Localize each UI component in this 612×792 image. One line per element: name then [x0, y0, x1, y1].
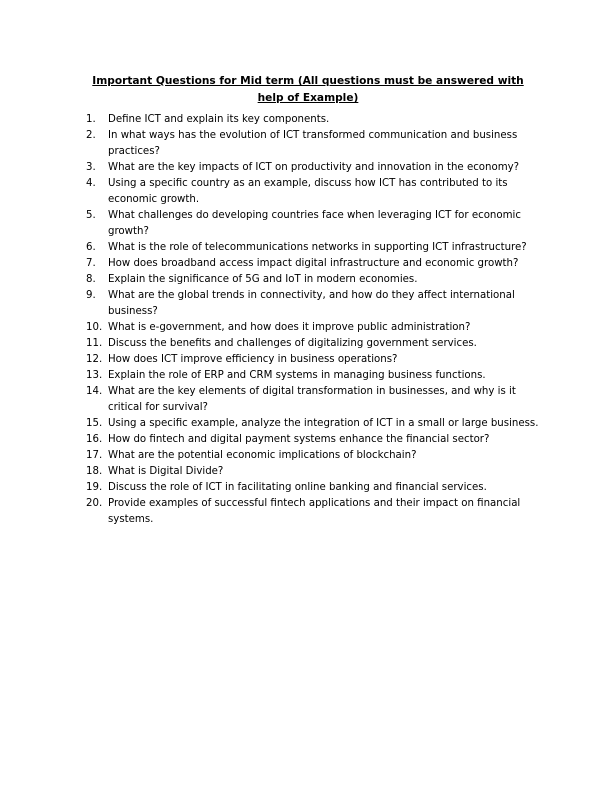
- question-number: 20.: [86, 498, 103, 509]
- question-item-20: [86, 496, 548, 528]
- question-text: How do fintech and digital payment systems enhance the financial sector?: [108, 434, 490, 445]
- question-number: 7.: [86, 258, 96, 269]
- page-title: Important Questions for Mid term (All questions must be answered with help of Example): [92, 75, 524, 104]
- question-text: How does ICT improve efficiency in business operations?: [108, 354, 398, 365]
- question-item-2: [86, 128, 548, 160]
- question-item-8: [86, 272, 548, 288]
- question-list: [86, 112, 548, 528]
- question-number: 19.: [86, 482, 103, 493]
- question-item-9: [86, 288, 548, 320]
- question-text: How does broadband access impact digital infrastructure and economic growth?: [108, 258, 519, 269]
- question-text: Discuss the role of ICT in facilitating online banking and financial services.: [108, 482, 487, 493]
- question-item-16: [86, 432, 548, 448]
- question-number: 2.: [86, 130, 96, 141]
- question-item-5: [86, 208, 548, 240]
- question-number: 6.: [86, 242, 96, 253]
- question-text: Using a specific example, analyze the integration of ICT in a small or large business.: [108, 418, 539, 429]
- question-number: 11.: [86, 338, 103, 349]
- question-text: What are the global trends in connectivity, and how do they affect international business?: [108, 290, 515, 317]
- question-text: What is e-government, and how does it improve public administration?: [108, 322, 471, 333]
- question-text: Discuss the benefits and challenges of digitalizing government services.: [108, 338, 477, 349]
- question-text: What are the key impacts of ICT on productivity and innovation in the economy?: [108, 162, 520, 173]
- question-text: Define ICT and explain its key components.: [108, 114, 330, 125]
- question-text: Using a specific country as an example, discuss how ICT has contributed to its economic growth.: [108, 178, 508, 205]
- question-number: 15.: [86, 418, 103, 429]
- question-text: In what ways has the evolution of ICT transformed communication and business practices?: [108, 130, 518, 157]
- question-item-14: [86, 384, 548, 416]
- question-text: Explain the significance of 5G and IoT in modern economies.: [108, 274, 418, 285]
- question-number: 8.: [86, 274, 96, 285]
- question-text: What is the role of telecommunications networks in supporting ICT infrastructure?: [108, 242, 527, 253]
- question-text: What are the potential economic implications of blockchain?: [108, 450, 417, 461]
- question-text: What challenges do developing countries face when leveraging ICT for economic growth?: [108, 210, 521, 237]
- question-text: What is Digital Divide?: [108, 466, 224, 477]
- question-number: 10.: [86, 322, 103, 333]
- question-number: 3.: [86, 162, 96, 173]
- question-item-13: [86, 368, 548, 384]
- question-number: 16.: [86, 434, 103, 445]
- question-item-4: [86, 176, 548, 208]
- question-item-3: [86, 160, 548, 176]
- question-item-12: [86, 352, 548, 368]
- question-item-1: [86, 112, 548, 128]
- question-item-10: [86, 320, 548, 336]
- question-item-19: [86, 480, 548, 496]
- question-text: Provide examples of successful fintech applications and their impact on financial systems.: [108, 498, 521, 525]
- question-number: 17.: [86, 450, 103, 461]
- question-item-11: [86, 336, 548, 352]
- question-item-18: [86, 464, 548, 480]
- question-number: 13.: [86, 370, 103, 381]
- question-number: 1.: [86, 114, 96, 125]
- question-item-15: [86, 416, 548, 432]
- question-item-17: [86, 448, 548, 464]
- question-item-6: [86, 240, 548, 256]
- question-number: 12.: [86, 354, 103, 365]
- question-number: 18.: [86, 466, 103, 477]
- question-number: 4.: [86, 178, 96, 189]
- question-item-7: [86, 256, 548, 272]
- question-text: What are the key elements of digital transformation in businesses, and why is it critical for survival?: [108, 386, 516, 413]
- question-number: 5.: [86, 210, 96, 221]
- question-text: Explain the role of ERP and CRM systems in managing business functions.: [108, 370, 486, 381]
- question-number: 14.: [86, 386, 103, 397]
- question-number: 9.: [86, 290, 96, 301]
